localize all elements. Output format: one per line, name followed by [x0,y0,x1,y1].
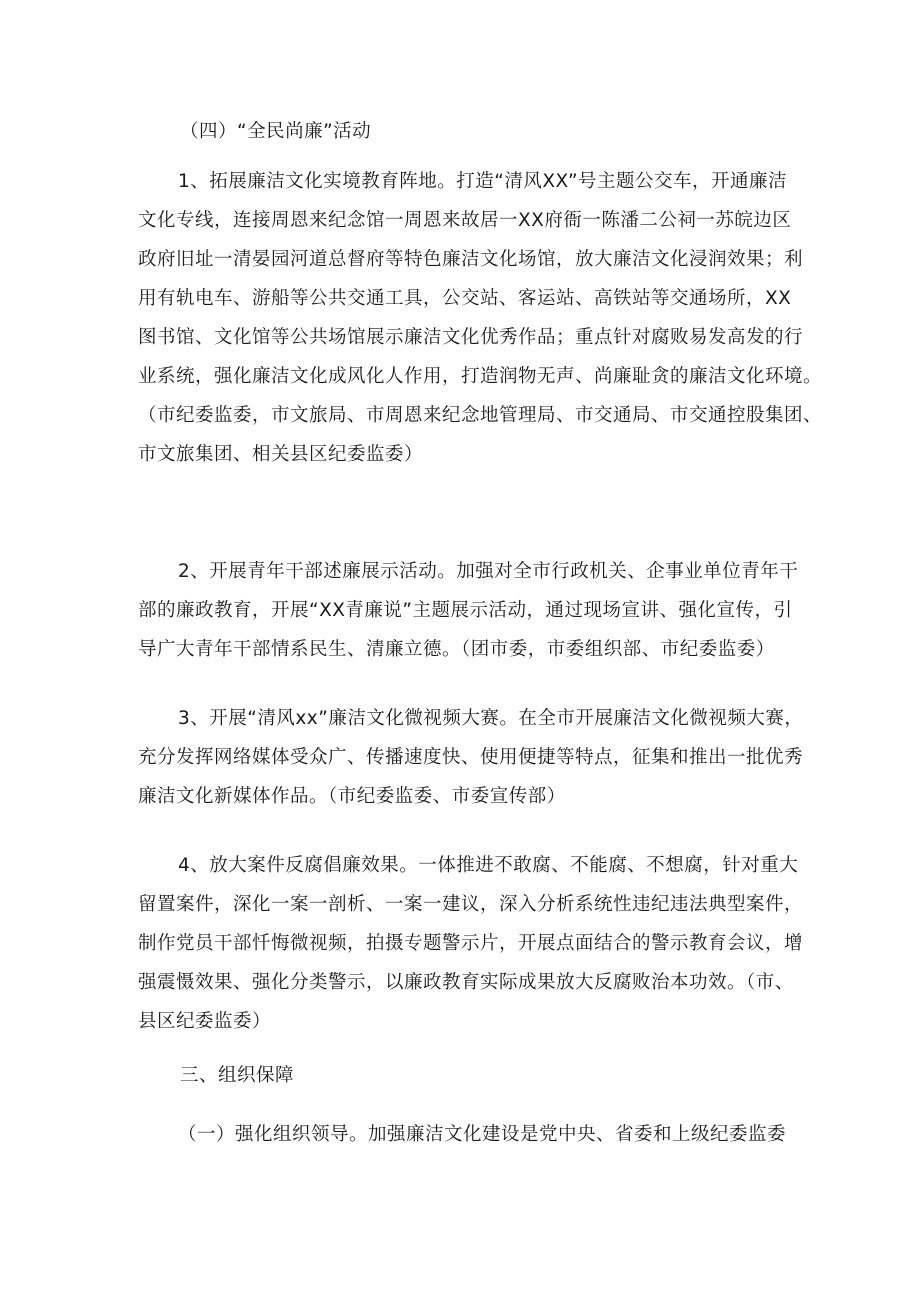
paragraph-line: 县区纪委监委） [138,1011,272,1032]
paragraph-line: 文化专线，连接周恩来纪念馆一周恩来故居一XX府衙一陈潘二公祠一苏皖边区 [138,210,792,231]
paragraph-line: 1、拓展廉洁文化实境教育阵地。打造“清风XX”号主题公交车，开通廉洁 [178,171,788,192]
paragraph-line: 部的廉政教育，开展“XX青廉说”主题展示活动，通过现场宣讲、强化宣传，引 [138,600,793,621]
paragraph-item-1 [138,162,823,474]
paragraph-line: 市文旅集团、相关县区纪委监委） [138,444,424,465]
paragraph-item-4 [138,846,804,1041]
paragraph-line: 留置案件，深化一案一剖析、一案一建议，深入分析系统性违纪违法典型案件， [138,894,804,915]
paragraph-line: 4、放大案件反腐倡廉效果。一体推进不敢腐、不能腐、不想腐，针对重大 [178,855,799,876]
paragraph-line: 充分发挥网络媒体受众广、传播速度快、使用便捷等特点，征集和推出一批优秀 [138,747,804,768]
paragraph-line: 用有轨电车、游船等公共交通工具，公交站、客运站、高铁站等交通场所，XX [138,288,792,309]
paragraph-line: 强震慑效果、强化分类警示，以廉政教育实际成果放大反腐败治本功效。（市、 [138,972,794,993]
paragraph-line: （市纪委监委，市文旅局、市周恩来纪念地管理局、市交通局、市交通控股集团、 [138,405,823,426]
paragraph-line: （一）强化组织领导。加强廉洁文化建设是党中央、省委和上级纪委监委 [178,1124,787,1145]
section-heading-4: （四）“全民尚廉”活动 [180,121,372,142]
paragraph-item-last [138,1115,796,1154]
paragraph-line: 廉洁文化新媒体作品。（市纪委监委、市委宣传部） [138,786,566,807]
paragraph-line: 2、开展青年干部述廉展示活动。加强对全市行政机关、企事业单位青年干 [178,561,799,582]
paragraph-line: 图书馆、文化馆等公共场馆展示廉洁文化优秀作品；重点针对腐败易发高发的行 [138,327,804,348]
paragraph-item-3 [138,699,804,816]
paragraph-line: 3、开展“清风xx”廉洁文化微视频大赛。在全市开展廉洁文化微视频大赛， [178,708,804,729]
paragraph-line: 业系统，强化廉洁文化成风化人作用，打造润物无声、尚廉耻贪的廉洁文化环境。 [138,366,823,387]
paragraph-line: 制作党员干部忏悔微视频，拍摄专题警示片，开展点面结合的警示教育会议，增 [138,933,804,954]
paragraph-line: 导广大青年干部情系民生、清廉立德。（团市委，市委组织部、市纪委监委） [138,639,775,660]
paragraph-line: 政府旧址一清晏园河道总督府等特色廉洁文化场馆，放大廉洁文化浸润效果；利 [138,249,804,270]
section-heading-3: 三、组织保障 [180,1065,295,1086]
paragraph-item-2 [138,552,799,669]
